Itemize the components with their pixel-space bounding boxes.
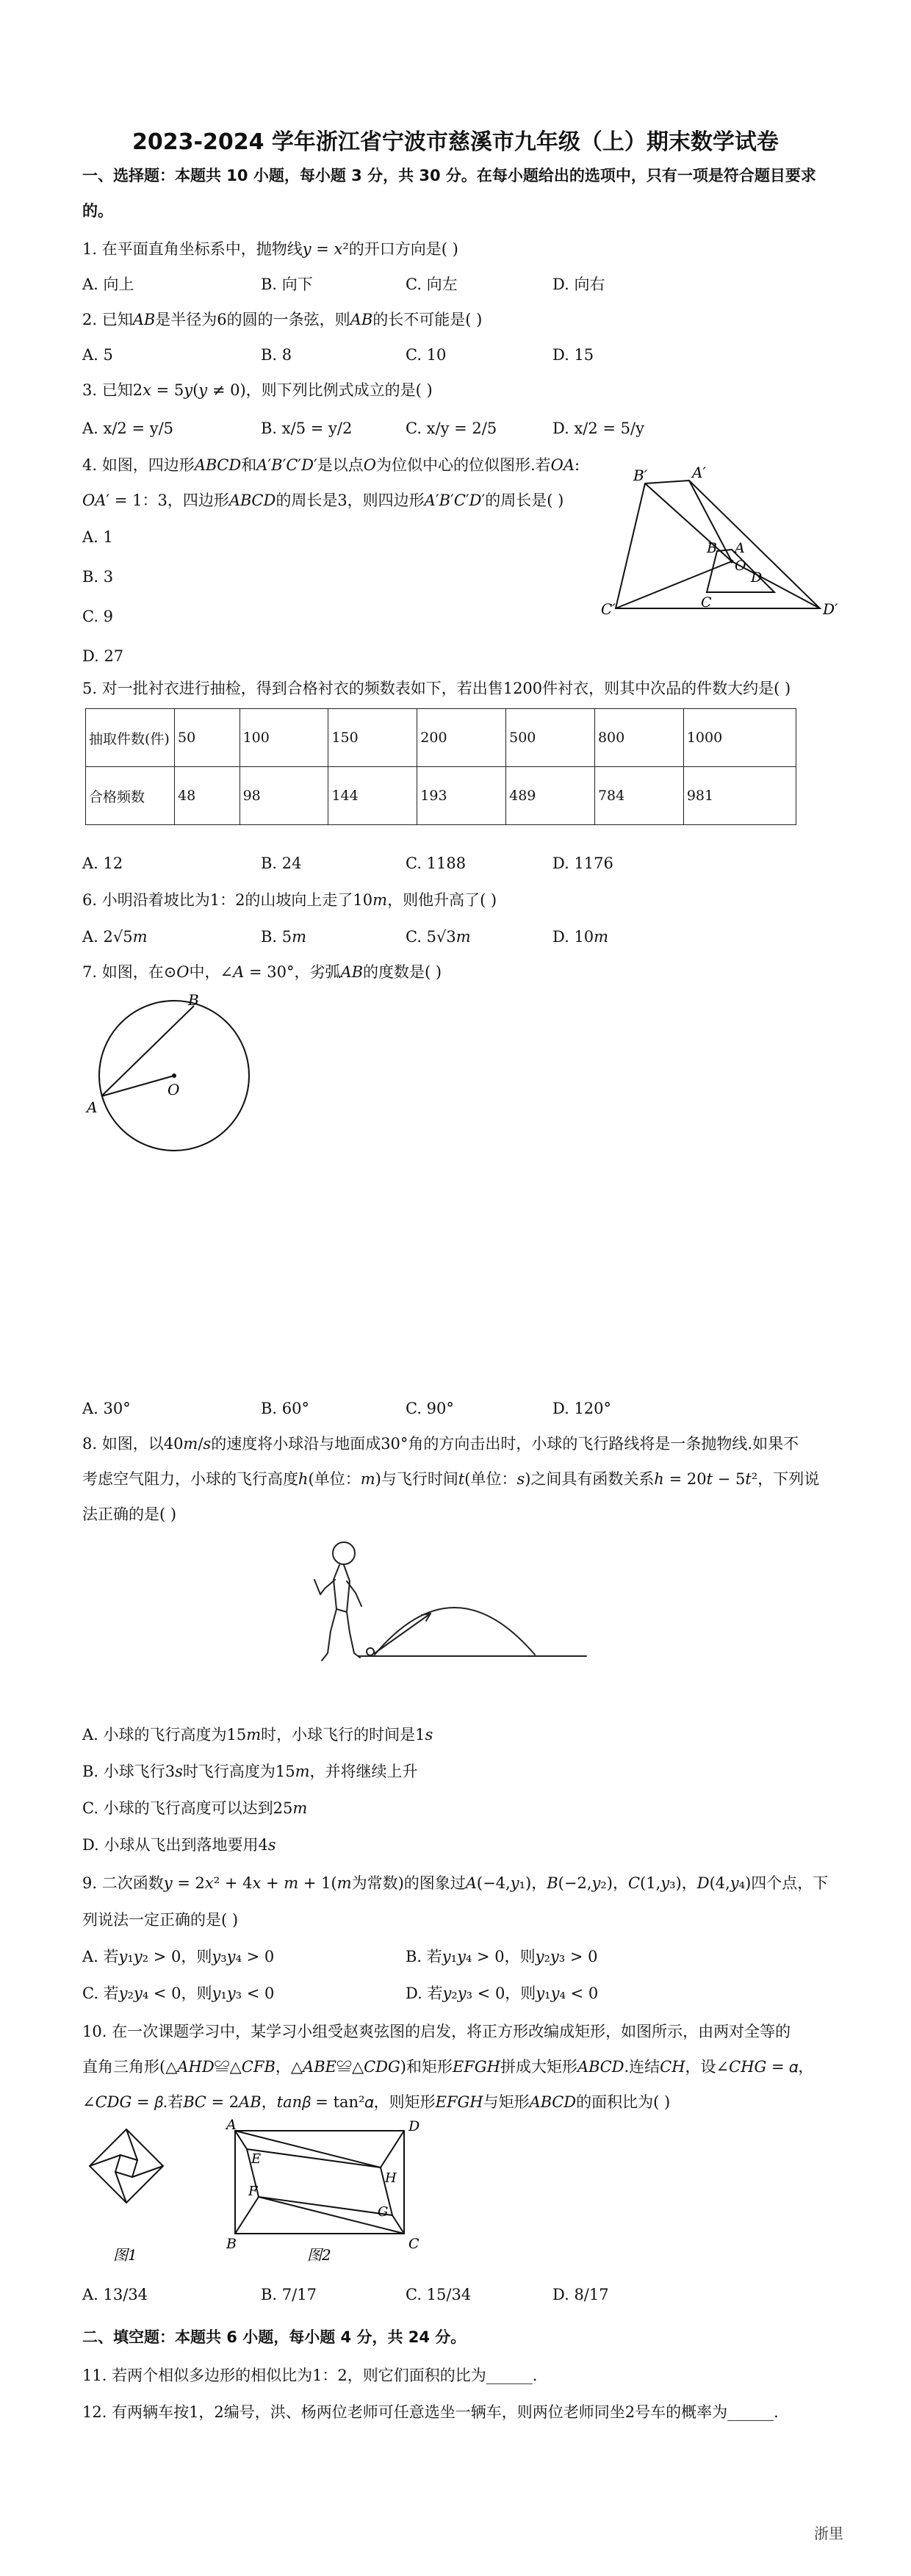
section2-heading: 二、填空题：本题共 6 小题，每小题 4 分，共 24 分。 bbox=[82, 2328, 467, 2346]
q8-stem-cont2: 法正确的是( ) bbox=[82, 1505, 177, 1523]
q3-option-a: A. x/2 = y/5 bbox=[82, 420, 174, 437]
q4-label-d1: D′ bbox=[823, 600, 838, 618]
table-cell: 200 bbox=[417, 709, 506, 767]
q1-option-c: C. 向左 bbox=[406, 276, 458, 293]
q10-label-d: D bbox=[408, 2118, 420, 2134]
q12-stem: 12. 有两辆车按1，2编号，洪、杨两位老师可任意选坐一辆车，则两位老师同坐2号车的概率为______. bbox=[82, 2403, 779, 2421]
q3-option-c: C. x/y = 2/5 bbox=[406, 420, 497, 437]
golfer-head bbox=[333, 1542, 355, 1564]
q9-option-c: C. 若𝑦₂𝑦₄ < 0，则𝑦₁𝑦₃ < 0 bbox=[82, 1985, 275, 2002]
exam-title: 2023-2024 学年浙江省宁波市慈溪市九年级（上）期末数学试卷 bbox=[132, 129, 779, 155]
q5-option-b: B. 24 bbox=[261, 855, 302, 872]
q2-option-c: C. 10 bbox=[406, 346, 447, 364]
q4-label-b: B bbox=[707, 540, 717, 556]
q4-stem-cont: 𝑂𝐴′ = 1：3，四边形𝐴𝐵𝐶𝐷的周长是3，则四边形𝐴′𝐵′𝐶′𝐷′的周长是( ) bbox=[82, 492, 564, 509]
table-row-header: 合格频数 bbox=[86, 767, 175, 825]
table-cell: 100 bbox=[240, 709, 328, 767]
table-cell: 98 bbox=[240, 767, 328, 825]
section1-heading-cont: 的。 bbox=[82, 202, 113, 220]
q4-homothety-figure bbox=[588, 456, 838, 617]
q9-stem-cont: 列说法一定正确的是( ) bbox=[82, 1911, 239, 1929]
q9-option-a: A. 若𝑦₁𝑦₂ > 0，则𝑦₃𝑦₄ > 0 bbox=[82, 1948, 275, 1965]
q4-stem: 4. 如图，四边形𝐴𝐵𝐶𝐷和𝐴′𝐵′𝐶′𝐷′是以点𝑂为位似中心的位似图形.若𝑂𝐴: bbox=[82, 456, 580, 474]
q6-option-c: C. 5√3𝑚 bbox=[406, 928, 471, 946]
q4-big-quadrilateral bbox=[616, 481, 820, 608]
q4-label-c: C bbox=[701, 594, 712, 611]
q10-label-c: C bbox=[408, 2236, 420, 2252]
table-cell: 800 bbox=[594, 709, 683, 767]
q5-stem: 5. 对一批衬衣进行抽检，得到合格衬衣的频数表如下，若出售1200件衬衣，则其中次品的件数大约是( ) bbox=[82, 680, 791, 697]
q5-option-d: D. 1176 bbox=[552, 855, 613, 872]
q1-stem: 1. 在平面直角坐标系中，抛物线𝑦 = 𝑥²的开口方向是( ) bbox=[82, 240, 458, 258]
q2-option-b: B. 8 bbox=[261, 346, 292, 364]
q10-fig1-caption: 图1 bbox=[113, 2246, 137, 2264]
q4-label-o: O bbox=[735, 558, 746, 574]
q4-label-a: A bbox=[735, 540, 745, 556]
q1-option-a: A. 向上 bbox=[82, 276, 134, 293]
q8-golfer-figure bbox=[314, 1536, 586, 1683]
q6-stem: 6. 小明沿着坡比为1：2的山坡向上走了10𝑚，则他升高了( ) bbox=[82, 891, 497, 909]
q7-option-d: D. 120° bbox=[552, 1400, 612, 1417]
table-cell: 489 bbox=[506, 767, 595, 825]
q9-stem: 9. 二次函数𝑦 = 2𝑥² + 4𝑥 + 𝑚 + 1(𝑚为常数)的图象过𝐴(−4,𝑦₁)，𝐵(−2,𝑦₂)，𝐶(1,𝑦₃)，𝐷(4,𝑦₄)四个点，下 bbox=[82, 1874, 829, 1892]
q2-option-a: A. 5 bbox=[82, 346, 113, 364]
q10-label-g: G bbox=[378, 2204, 389, 2220]
q10-stem-cont: 直角三角形(△𝐴𝐻𝐷≌△𝐶𝐹𝐵，△𝐴𝐵𝐸≌△𝐶𝐷𝐺)和矩形𝐸𝐹𝐺𝐻拼成大矩形𝐴𝐵𝐶𝐷.连结𝐶𝐻，设∠𝐶𝐻𝐺 = 𝛼， bbox=[82, 2058, 814, 2076]
q8-option-b: B. 小球飞行3𝑠时飞行高度为15𝑚，并将继续上升 bbox=[82, 1763, 418, 1780]
q5-option-c: C. 1188 bbox=[406, 855, 467, 872]
q10-label-h: H bbox=[385, 2170, 397, 2186]
q8-stem-cont: 考虑空气阻力，小球的飞行高度ℎ(单位：𝑚)与飞行时间𝑡(单位：𝑠)之间具有函数关系ℎ = 20𝑡 − 5𝑡²，下列说 bbox=[82, 1470, 820, 1488]
table-cell: 50 bbox=[175, 709, 240, 767]
table-row bbox=[86, 709, 796, 767]
q7-label-b: B bbox=[188, 991, 199, 1009]
q9-option-b: B. 若𝑦₁𝑦₄ > 0，则𝑦₂𝑦₃ > 0 bbox=[406, 1948, 598, 1965]
table-cell: 784 bbox=[594, 767, 683, 825]
q8-stem: 8. 如图，以40𝑚/𝑠的速度将小球沿与地面成30°角的方向击出时，小球的飞行路线将是一条抛物线.如果不 bbox=[82, 1435, 799, 1453]
table-cell: 1000 bbox=[683, 709, 796, 767]
q3-option-d: D. x/2 = 5/y bbox=[552, 420, 644, 437]
q2-stem: 2. 已知𝐴𝐵是半径为6的圆的一条弦，则𝐴𝐵的长不可能是( ) bbox=[82, 311, 483, 328]
q10-figure1 bbox=[90, 2129, 163, 2203]
q10-option-d: D. 8/17 bbox=[552, 2286, 609, 2303]
q6-option-b: B. 5𝑚 bbox=[261, 928, 307, 946]
q4-option-b: B. 3 bbox=[82, 568, 114, 586]
q6-option-a: A. 2√5𝑚 bbox=[82, 928, 148, 946]
q10-option-b: B. 7/17 bbox=[261, 2286, 317, 2303]
q3-option-b: B. x/5 = y/2 bbox=[261, 420, 353, 437]
q8-option-d: D. 小球从飞出到落地要用4𝑠 bbox=[82, 1836, 276, 1854]
q11-stem: 11. 若两个相似多边形的相似比为1：2，则它们面积的比为______. bbox=[82, 2367, 538, 2384]
q7-option-c: C. 90° bbox=[406, 1400, 454, 1417]
table-cell: 981 bbox=[683, 767, 796, 825]
q10-label-e: E bbox=[251, 2151, 262, 2167]
q4-option-d: D. 27 bbox=[82, 647, 124, 665]
q7-option-a: A. 30° bbox=[82, 1400, 131, 1417]
table-cell: 193 bbox=[417, 767, 506, 825]
q4-label-d: D bbox=[751, 569, 763, 586]
table-cell: 48 bbox=[175, 767, 240, 825]
q10-stem: 10. 在一次课题学习中，某学习小组受赵爽弦图的启发，将正方形改编成矩形，如图所示，由两对全等的 bbox=[82, 2023, 791, 2040]
q1-option-b: B. 向下 bbox=[261, 276, 313, 293]
table-cell: 144 bbox=[328, 767, 417, 825]
q6-option-d: D. 10𝑚 bbox=[552, 928, 609, 946]
q10-option-c: C. 15/34 bbox=[406, 2286, 472, 2303]
q10-stem-cont2: ∠𝐶𝐷𝐺 = 𝛽.若𝐵𝐶 = 2𝐴𝐵，𝑡𝑎𝑛𝛽 = tan²𝛼，则矩形𝐸𝐹𝐺𝐻与矩形𝐴𝐵𝐶𝐷的面积比为( ) bbox=[82, 2093, 671, 2111]
q4-label-a1: A′ bbox=[692, 464, 706, 481]
q7-stem: 7. 如图，在⊙𝑂中，∠𝐴 = 30°，劣弧𝐴𝐵的度数是( ) bbox=[82, 963, 442, 981]
q8-option-a: A. 小球的飞行高度为15𝑚时，小球飞行的时间是1𝑠 bbox=[82, 1726, 433, 1744]
q7-option-b: B. 60° bbox=[261, 1400, 310, 1417]
q10-label-f: F bbox=[248, 2184, 258, 2199]
ball-trajectory bbox=[375, 1608, 535, 1655]
q7-label-o: O bbox=[168, 1081, 180, 1098]
q1-option-d: D. 向右 bbox=[552, 276, 605, 293]
golfer-body bbox=[334, 1565, 350, 1612]
q7-label-a: A bbox=[87, 1098, 98, 1116]
section1-heading: 一、选择题：本题共 10 小题，每小题 3 分，共 30 分。在每小题给出的选项中，只有一项是符合题目要求 bbox=[82, 167, 816, 184]
q10-label-b: B bbox=[226, 2236, 237, 2252]
q4-label-c1: C′ bbox=[601, 600, 616, 618]
table-cell: 500 bbox=[506, 709, 595, 767]
table-row bbox=[86, 767, 796, 825]
q4-option-c: C. 9 bbox=[82, 608, 114, 625]
q5-option-a: A. 12 bbox=[82, 855, 123, 872]
q3-stem: 3. 已知2𝑥 = 5𝑦(𝑦 ≠ 0)，则下列比例式成立的是( ) bbox=[82, 381, 433, 399]
q5-frequency-table bbox=[85, 708, 796, 825]
q10-label-a: A bbox=[226, 2117, 237, 2133]
table-row-header: 抽取件数(件) bbox=[86, 709, 175, 767]
q10-figures bbox=[82, 2117, 450, 2306]
table-cell: 150 bbox=[328, 709, 417, 767]
page-footer: 浙里 bbox=[814, 2525, 843, 2542]
q10-fig2-caption: 图2 bbox=[307, 2246, 331, 2264]
q9-option-d: D. 若𝑦₂𝑦₃ < 0，则𝑦₁𝑦₄ < 0 bbox=[406, 1985, 599, 2002]
q4-label-b1: B′ bbox=[633, 467, 648, 484]
q2-option-d: D. 15 bbox=[552, 346, 594, 364]
q10-option-a: A. 13/34 bbox=[82, 2286, 148, 2303]
q4-option-a: A. 1 bbox=[82, 528, 113, 546]
q7-circle-figure bbox=[82, 991, 266, 1151]
q8-option-c: C. 小球的飞行高度可以达到25𝑚 bbox=[82, 1799, 308, 1817]
